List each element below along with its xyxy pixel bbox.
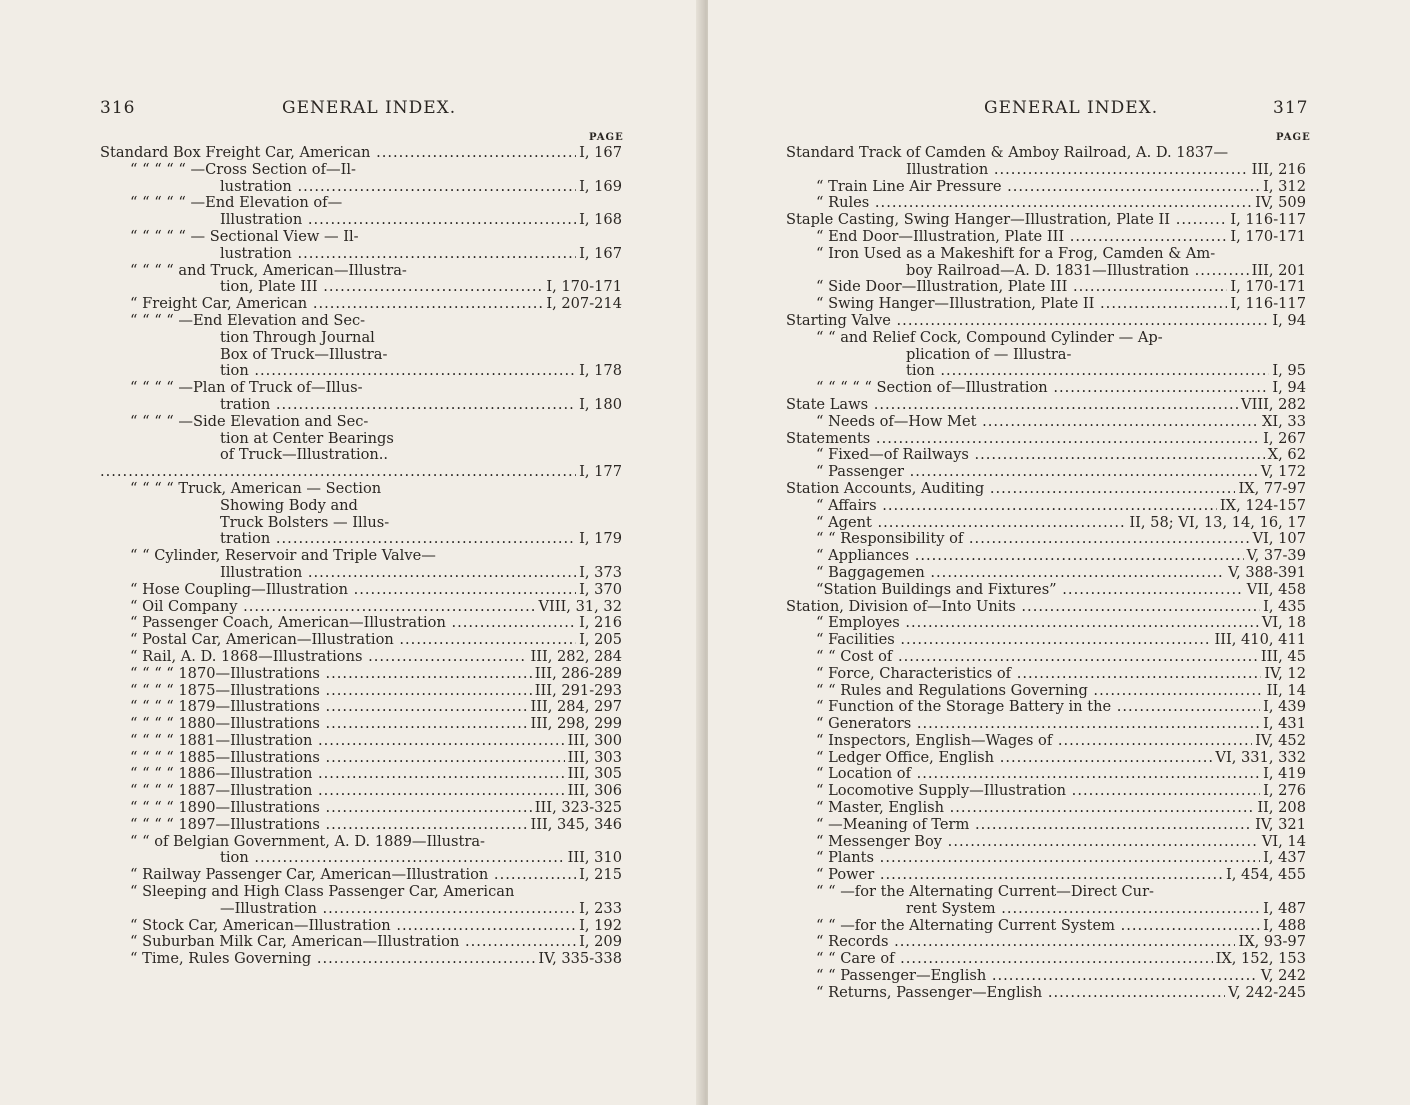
index-entry-text: —Illustration .....: [220, 901, 622, 918]
index-entry-text: “ Side Door—Illustration, Plate III .....: [816, 279, 1306, 296]
index-entry-page-ref: VIII, 282: [1238, 397, 1306, 414]
index-entry: [786, 632, 1306, 649]
index-entry: [786, 615, 1306, 632]
index-entry: [100, 884, 622, 901]
index-entry: [786, 850, 1306, 867]
index-entry-text: “ Agent .....: [816, 515, 1306, 532]
index-entry-text: “ “ Care of .....: [816, 951, 1306, 968]
index-entry-text: “ “ “ “ and Truck, American—Illustra-: [130, 262, 407, 279]
index-entry: [100, 531, 622, 548]
index-entry: [786, 733, 1306, 750]
index-entry-page-ref: I, 168: [576, 212, 622, 229]
index-entry-text: rent System .....: [906, 901, 1306, 918]
index-entry-text: “ “ “ “ —End Elevation and Sec-: [130, 312, 366, 329]
index-entry-text: “ Plants .....: [816, 850, 1306, 867]
index-entry: [100, 279, 622, 296]
index-entry-page-ref: I, 276: [1260, 783, 1306, 800]
index-entry: [786, 363, 1306, 380]
index-entry: [100, 582, 622, 599]
index-entry: [786, 666, 1306, 683]
index-entry-page-ref: XI, 33: [1259, 414, 1306, 431]
index-entry: [100, 363, 622, 380]
index-entry-text: “ Passenger .....: [816, 464, 1306, 481]
index-entry-page-ref: V, 172: [1258, 464, 1306, 481]
index-entry-text: “ Locomotive Supply—Illustration .....: [816, 783, 1306, 800]
index-entry-text: “ Location of .....: [816, 766, 1306, 783]
index-entry-text: “ Baggagemen .....: [816, 565, 1306, 582]
index-entry: [786, 414, 1306, 431]
index-entry-page-ref: II, 58; VI, 13, 14, 16, 17: [1126, 515, 1306, 532]
index-entry-page-ref: III, 216: [1249, 162, 1306, 179]
index-entry: [100, 498, 622, 515]
index-entry-text: “ Freight Car, American .....: [130, 296, 622, 313]
index-entry-text: “ Power .....: [816, 867, 1306, 884]
index-entry-text: “ “ —for the Alternating Current System .....: [816, 918, 1306, 935]
index-entry: [100, 918, 622, 935]
index-entry: [786, 716, 1306, 733]
index-entry: [786, 985, 1306, 1002]
index-entry-page-ref: VI, 331, 332: [1212, 750, 1306, 767]
index-entry: [100, 162, 622, 179]
right-page: [708, 0, 1410, 1105]
index-entry-text: State Laws .....: [786, 397, 1306, 414]
index-entry-page-ref: III, 306: [565, 783, 622, 800]
index-entry-text: boy Railroad—A. D. 1831—Illustration .....: [906, 263, 1306, 280]
index-entry-text: “ “ “ “ “ —Cross Section of—Il-: [130, 161, 356, 178]
index-entry-text: “ “ “ “ 1879—Illustrations .....: [130, 699, 622, 716]
index-entry-text: “ Returns, Passenger—English .....: [816, 985, 1306, 1002]
index-entry-page-ref: I, 167: [576, 145, 622, 162]
index-entry-text: Standard Track of Camden & Amboy Railroad, A. D. 1837—: [786, 145, 1229, 161]
index-entry-text: “ “ and Relief Cock, Compound Cylinder — Ap-: [816, 329, 1163, 346]
index-entry: [100, 313, 622, 330]
index-entry: [786, 548, 1306, 565]
index-entry-text: “ “ “ “ 1880—Illustrations .....: [130, 716, 622, 733]
index-entry-page-ref: III, 410, 411: [1211, 632, 1306, 649]
index-entry-page-ref: III, 345, 346: [527, 817, 622, 834]
index-entry: [100, 649, 622, 666]
index-entry-text: lustration .....: [220, 246, 622, 263]
index-entry-text: “ “ “ “ —Plan of Truck of—Illus-: [130, 380, 363, 397]
index-entry-page-ref: IV, 321: [1252, 817, 1306, 834]
index-entry-text: “ “ “ “ 1885—Illustrations .....: [130, 750, 622, 767]
index-entry-text: “ Rules .....: [816, 195, 1306, 212]
index-entry-text: Station Accounts, Auditing .....: [786, 481, 1306, 498]
index-entry-page-ref: I, 179: [576, 531, 622, 548]
index-entry: [786, 766, 1306, 783]
index-entry-text: “ Rail, A. D. 1868—Illustrations .....: [130, 649, 622, 666]
index-entry: [100, 464, 622, 481]
index-entry-page-ref: I, 233: [576, 901, 622, 918]
index-entry: [100, 834, 622, 851]
index-entry: [100, 951, 622, 968]
index-entry-text: Illustration .....: [906, 162, 1306, 179]
index-entry-text: tration .....: [220, 397, 622, 414]
index-entry-text: “ Records .....: [816, 934, 1306, 951]
index-entry-page-ref: I, 116-117: [1227, 296, 1306, 313]
index-entry-text: “ “ “ “ Truck, American — Section: [130, 480, 382, 497]
index-entry: [100, 481, 622, 498]
index-entry-text: “ Employes .....: [816, 615, 1306, 632]
index-entry-page-ref: I, 488: [1260, 918, 1306, 935]
right-page-column-label: PAGE: [1276, 132, 1311, 143]
index-entry: [100, 179, 622, 196]
index-entry: [786, 464, 1306, 481]
index-entry-text: “ “ “ “ 1870—Illustrations .....: [130, 666, 622, 683]
index-entry-page-ref: III, 300: [565, 733, 622, 750]
index-entry: [786, 649, 1306, 666]
index-entry: [786, 884, 1306, 901]
index-entry-text: “ Time, Rules Governing .....: [130, 951, 622, 968]
index-entry-text: “ “ “ “ 1890—Illustrations .....: [130, 800, 622, 817]
index-entry: [786, 229, 1306, 246]
index-entry-page-ref: I, 437: [1260, 850, 1306, 867]
index-entry-page-ref: I, 169: [576, 179, 622, 196]
index-entry: [786, 951, 1306, 968]
index-entry-page-ref: I, 454, 455: [1223, 867, 1306, 884]
index-entry-page-ref: III, 286-289: [532, 666, 622, 683]
index-entry-page-ref: I, 435: [1260, 599, 1306, 616]
index-entry-text: “ “ of Belgian Government, A. D. 1889—Illustra-: [130, 833, 485, 850]
index-entry: [786, 279, 1306, 296]
index-entry-text: plication of — Illustra-: [906, 346, 1072, 363]
left-index-list: [100, 145, 622, 968]
index-entry-text: tion .....: [220, 363, 622, 380]
index-entry-text: Box of Truck—Illustra-: [220, 346, 388, 363]
index-entry-text: tion .....: [220, 850, 622, 867]
index-entry: [100, 632, 622, 649]
index-entry-text: “ “ “ “ 1887—Illustration .....: [130, 783, 622, 800]
index-entry: [786, 531, 1306, 548]
index-entry-page-ref: III, 201: [1249, 263, 1306, 280]
index-entry-page-ref: III, 298, 299: [527, 716, 622, 733]
index-entry-text: [100, 464, 622, 481]
index-entry-text: “ Oil Company .....: [130, 599, 622, 616]
left-running-head: GENERAL INDEX.: [282, 98, 457, 118]
index-entry-text: “Station Buildings and Fixtures” .....: [816, 582, 1306, 599]
index-entry-page-ref: I, 215: [576, 867, 622, 884]
index-entry-text: “ Hose Coupling—Illustration .....: [130, 582, 622, 599]
index-entry: [100, 397, 622, 414]
index-entry-text: Truck Bolsters — Illus-: [220, 514, 390, 531]
index-entry-text: “ End Door—Illustration, Plate III .....: [816, 229, 1306, 246]
index-entry: [100, 901, 622, 918]
index-entry: [786, 817, 1306, 834]
index-entry-text: Illustration .....: [220, 212, 622, 229]
index-entry-page-ref: I, 439: [1260, 699, 1306, 716]
index-entry-text: “ Function of the Storage Battery in the .....: [816, 699, 1306, 716]
index-entry-page-ref: IX, 93-97: [1235, 934, 1306, 951]
index-entry: [786, 834, 1306, 851]
index-entry-text: “ Postal Car, American—Illustration .....: [130, 632, 622, 649]
index-entry-page-ref: I, 431: [1260, 716, 1306, 733]
index-entry-text: of Truck—Illustration..: [220, 447, 389, 464]
index-entry: [786, 901, 1306, 918]
index-entry-page-ref: I, 216: [576, 615, 622, 632]
index-entry-page-ref: IV, 12: [1261, 666, 1306, 683]
index-entry: [786, 934, 1306, 951]
index-entry: [786, 246, 1306, 263]
index-entry-page-ref: I, 170-171: [1227, 279, 1306, 296]
index-entry-text: “ Appliances .....: [816, 548, 1306, 565]
right-index-list: [786, 145, 1306, 1002]
index-entry: [100, 296, 622, 313]
index-entry: [100, 783, 622, 800]
index-entry: [100, 599, 622, 616]
index-entry-page-ref: IX, 152, 153: [1213, 951, 1306, 968]
index-entry: [100, 733, 622, 750]
index-entry-page-ref: I, 487: [1260, 901, 1306, 918]
index-entry-text: “ Force, Characteristics of .....: [816, 666, 1306, 683]
index-entry: [786, 783, 1306, 800]
left-page: [0, 0, 700, 1105]
index-entry-text: Station, Division of—Into Units .....: [786, 599, 1306, 616]
index-entry-page-ref: X, 62: [1265, 447, 1306, 464]
index-entry-text: “ Ledger Office, English .....: [816, 750, 1306, 767]
index-entry-page-ref: IV, 335-338: [535, 951, 622, 968]
index-entry-page-ref: I, 180: [576, 397, 622, 414]
index-entry: [786, 918, 1306, 935]
index-entry-page-ref: II, 208: [1254, 800, 1306, 817]
index-entry-text: tion Through Journal: [220, 329, 375, 346]
index-entry-page-ref: III, 310: [565, 850, 622, 867]
index-entry-text: “ Suburban Milk Car, American—Illustration .....: [130, 934, 622, 951]
index-entry-page-ref: VIII, 31, 32: [535, 599, 622, 616]
index-entry-text: “ “ Cost of .....: [816, 649, 1306, 666]
index-entry: [100, 330, 622, 347]
index-entry: [786, 968, 1306, 985]
index-entry: [100, 699, 622, 716]
index-entry-text: “ Facilities .....: [816, 632, 1306, 649]
index-entry-page-ref: IV, 509: [1252, 195, 1306, 212]
index-entry-text: “ “ “ “ —Side Elevation and Sec-: [130, 413, 369, 430]
index-entry: [786, 683, 1306, 700]
index-entry: [100, 683, 622, 700]
index-entry-text: “ —Meaning of Term .....: [816, 817, 1306, 834]
index-entry-page-ref: III, 284, 297: [527, 699, 622, 716]
index-entry: [100, 800, 622, 817]
index-entry: [100, 934, 622, 951]
index-entry: [786, 481, 1306, 498]
index-entry-page-ref: III, 305: [565, 766, 622, 783]
index-entry: [786, 565, 1306, 582]
index-entry-page-ref: I, 116-117: [1227, 212, 1306, 229]
index-entry: [786, 397, 1306, 414]
index-entry-page-ref: VI, 107: [1250, 531, 1306, 548]
index-entry-text: tion, Plate III .....: [220, 279, 622, 296]
index-entry-text: “ Generators .....: [816, 716, 1306, 733]
index-entry: [100, 515, 622, 532]
right-running-head: GENERAL INDEX.: [984, 98, 1159, 118]
index-entry: [100, 263, 622, 280]
index-entry-page-ref: III, 303: [565, 750, 622, 767]
index-entry-text: Standard Box Freight Car, American .....: [100, 145, 622, 162]
index-entry-page-ref: V, 242: [1258, 968, 1306, 985]
index-entry-page-ref: I, 167: [576, 246, 622, 263]
index-entry-page-ref: III, 282, 284: [527, 649, 622, 666]
index-entry-text: “ Iron Used as a Makeshift for a Frog, Camden & Am-: [816, 245, 1216, 262]
index-entry: [100, 565, 622, 582]
index-entry-text: “ “ “ “ “ —End Elevation of—: [130, 195, 343, 212]
index-entry: [786, 431, 1306, 448]
index-entry-page-ref: IX, 124-157: [1217, 498, 1306, 515]
index-entry: [100, 229, 622, 246]
index-entry: [100, 867, 622, 884]
index-entry: [786, 447, 1306, 464]
index-entry-text: Starting Valve .....: [786, 313, 1306, 330]
index-entry: [786, 263, 1306, 280]
index-entry-text: “ Master, English .....: [816, 800, 1306, 817]
index-entry: [100, 195, 622, 212]
index-entry: [786, 212, 1306, 229]
index-entry: [786, 498, 1306, 515]
index-entry-text: “ Messenger Boy .....: [816, 834, 1306, 851]
index-entry-text: Statements .....: [786, 431, 1306, 448]
index-entry-page-ref: I, 178: [576, 363, 622, 380]
left-page-number: 316: [100, 98, 136, 118]
index-entry: [100, 817, 622, 834]
index-entry-page-ref: I, 192: [576, 918, 622, 935]
index-entry: [100, 447, 622, 464]
index-entry: [100, 750, 622, 767]
index-entry-text: “ “ “ “ 1897—Illustrations .....: [130, 817, 622, 834]
index-entry: [786, 867, 1306, 884]
index-entry-page-ref: I, 267: [1260, 431, 1306, 448]
index-entry-text: lustration .....: [220, 179, 622, 196]
index-entry-text: “ Needs of—How Met .....: [816, 414, 1306, 431]
index-entry: [786, 347, 1306, 364]
index-entry: [786, 599, 1306, 616]
index-entry-text: “ Affairs .....: [816, 498, 1306, 515]
index-entry-page-ref: I, 95: [1269, 363, 1306, 380]
index-entry-text: “ Inspectors, English—Wages of .....: [816, 733, 1306, 750]
index-entry: [786, 296, 1306, 313]
index-entry-text: “ “ “ “ 1886—Illustration .....: [130, 766, 622, 783]
index-entry-page-ref: I, 177: [576, 464, 622, 481]
index-entry-page-ref: V, 242-245: [1225, 985, 1306, 1002]
index-entry-page-ref: I, 170-171: [1227, 229, 1306, 246]
index-entry: [100, 615, 622, 632]
index-entry: [786, 750, 1306, 767]
index-entry: [786, 330, 1306, 347]
index-entry: [786, 313, 1306, 330]
index-entry: [100, 666, 622, 683]
index-entry: [100, 414, 622, 431]
index-entry-page-ref: I, 94: [1269, 380, 1306, 397]
index-entry: [100, 347, 622, 364]
index-entry-text: “ Train Line Air Pressure .....: [816, 179, 1306, 196]
index-entry-text: “ “ “ “ “ Section of—Illustration .....: [816, 380, 1306, 397]
index-entry-page-ref: III, 45: [1258, 649, 1306, 666]
index-entry: [786, 162, 1306, 179]
index-entry-text: “ Railway Passenger Car, American—Illustration .....: [130, 867, 622, 884]
index-entry-page-ref: I, 205: [576, 632, 622, 649]
left-page-column-label: PAGE: [589, 132, 624, 143]
index-entry-page-ref: V, 388-391: [1225, 565, 1306, 582]
index-entry: [100, 716, 622, 733]
index-entry: [100, 380, 622, 397]
index-entry-page-ref: V, 37-39: [1244, 548, 1306, 565]
index-entry-text: tion at Center Bearings: [220, 430, 394, 447]
index-entry-text: “ “ Passenger—English .....: [816, 968, 1306, 985]
index-entry-page-ref: III, 323-325: [532, 800, 622, 817]
index-entry-page-ref: I, 419: [1260, 766, 1306, 783]
index-entry: [100, 212, 622, 229]
index-entry-text: “ Passenger Coach, American—Illustration .....: [130, 615, 622, 632]
index-entry: [786, 515, 1306, 532]
index-entry-text: “ “ “ “ 1875—Illustrations .....: [130, 683, 622, 700]
index-entry-text: “ “ —for the Alternating Current—Direct Cur-: [816, 884, 1154, 901]
index-entry-page-ref: VI, 14: [1259, 834, 1306, 851]
index-entry-text: “ “ Responsibility of .....: [816, 531, 1306, 548]
index-entry-page-ref: II, 14: [1264, 683, 1306, 700]
index-entry-page-ref: I, 312: [1260, 179, 1306, 196]
index-entry: [786, 800, 1306, 817]
index-entry-page-ref: I, 209: [576, 934, 622, 951]
index-entry-page-ref: III, 291-293: [532, 683, 622, 700]
index-entry-text: “ “ “ “ “ — Sectional View — Il-: [130, 228, 359, 245]
index-entry-text: “ “ “ “ 1881—Illustration .....: [130, 733, 622, 750]
index-entry-text: tration .....: [220, 531, 622, 548]
index-entry: [100, 766, 622, 783]
index-entry: [100, 850, 622, 867]
index-entry-page-ref: I, 207-214: [543, 296, 622, 313]
index-entry-page-ref: I, 373: [576, 565, 622, 582]
index-entry-text: Illustration .....: [220, 565, 622, 582]
index-entry-text: “ Swing Hanger—Illustration, Plate II .....: [816, 296, 1306, 313]
index-entry: [786, 699, 1306, 716]
index-entry: [100, 548, 622, 565]
index-entry: [786, 582, 1306, 599]
index-entry: [100, 431, 622, 448]
index-entry-page-ref: IV, 452: [1252, 733, 1306, 750]
index-entry-page-ref: VI, 18: [1259, 615, 1306, 632]
index-entry-text: “ “ Rules and Regulations Governing .....: [816, 683, 1306, 700]
index-entry-page-ref: I, 170-171: [543, 279, 622, 296]
index-entry-text: “ Fixed—of Railways .....: [816, 447, 1306, 464]
index-entry-text: “ Stock Car, American—Illustration .....: [130, 918, 622, 935]
index-entry-text: Staple Casting, Swing Hanger—Illustration, Plate II .....: [786, 212, 1306, 229]
index-entry-text: Showing Body and: [220, 497, 358, 514]
index-entry: [100, 246, 622, 263]
index-entry: [786, 179, 1306, 196]
index-entry: [100, 145, 622, 162]
index-entry: [786, 145, 1306, 162]
index-entry-page-ref: I, 94: [1269, 313, 1306, 330]
index-entry-text: “ “ Cylinder, Reservoir and Triple Valve—: [130, 548, 436, 565]
index-entry: [786, 380, 1306, 397]
index-entry-page-ref: I, 370: [576, 582, 622, 599]
index-entry: [786, 195, 1306, 212]
index-entry-text: “ Sleeping and High Class Passenger Car, American: [130, 884, 515, 901]
index-entry-text: tion .....: [906, 363, 1306, 380]
index-entry-page-ref: VII, 458: [1244, 582, 1306, 599]
right-page-number: 317: [1273, 98, 1309, 118]
index-entry-page-ref: IX, 77-97: [1235, 481, 1306, 498]
